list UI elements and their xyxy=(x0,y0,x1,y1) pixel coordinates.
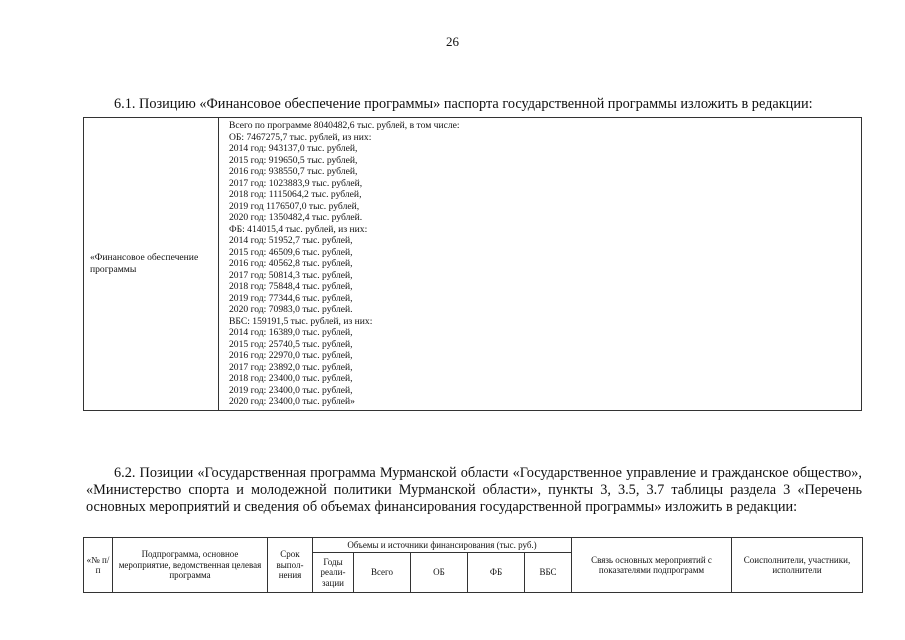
passport-line: 2014 год: 16389,0 тыс. рублей, xyxy=(229,327,353,338)
paragraph-6-1: 6.1. Позицию «Финансовое обеспечение программы» паспорта государственной программы изложить в редакции: xyxy=(114,96,813,113)
col-header-link: Связь основных мероприятий с показателями подпрограмм xyxy=(572,538,732,593)
passport-line: 2017 год: 50814,3 тыс. рублей, xyxy=(229,269,353,281)
paragraph-6-2: 6.2. Позиции «Государственная программа Мурманской области «Государственное управление и гражданское общество», «Министерство спорта и молодежной политики Мурманской области», пункты 3, 3.5, 3.7 таблицы раздела 3 «Перечень основных мероприятий и сведения об объемах финансирования государственной программы» изложить в редакции: xyxy=(86,465,862,516)
passport-line: 2018 год: 75848,4 тыс. рублей, xyxy=(229,281,353,292)
col-header-total: Всего xyxy=(354,553,411,593)
col-header-years: Годы реали-зации xyxy=(313,553,354,593)
passport-line: Всего по программе 8040482,6 тыс. рублей, в том числе: xyxy=(229,120,460,131)
events-header-row-1 xyxy=(84,538,863,553)
col-header-funding: Объемы и источники финансирования (тыс. руб.) xyxy=(313,538,572,553)
passport-line: ФБ: 414015,4 тыс. рублей, из них: xyxy=(229,223,368,235)
col-header-number: «№ п/п xyxy=(84,538,113,593)
col-header-term: Срок выпол-нения xyxy=(268,538,313,593)
col-header-program: Подпрограмма, основное мероприятие, ведомственная целевая программа xyxy=(113,538,268,593)
passport-table xyxy=(83,117,862,411)
passport-line: 2019 год: 23400,0 тыс. рублей, xyxy=(229,384,353,396)
passport-line: 2018 год: 1115064,2 тыс. рублей, xyxy=(229,189,362,200)
passport-line: ВБС: 159191,5 тыс. рублей, из них: xyxy=(229,315,373,327)
passport-line: 2016 год: 40562,8 тыс. рублей, xyxy=(229,258,353,269)
passport-line: 2019 год 1176507,0 тыс. рублей, xyxy=(229,200,360,212)
passport-line: 2016 год: 938550,7 тыс. рублей, xyxy=(229,166,358,177)
passport-line: 2020 год: 1350482,4 тыс. рублей. xyxy=(229,212,363,223)
passport-label: «Финансовое обеспечение программы xyxy=(84,118,219,411)
passport-line: 2018 год: 23400,0 тыс. рублей, xyxy=(229,373,353,384)
passport-values xyxy=(219,118,862,411)
col-header-fb: ФБ xyxy=(468,553,525,593)
passport-line: 2015 год: 25740,5 тыс. рублей, xyxy=(229,338,353,350)
passport-line: 2020 год: 70983,0 тыс. рублей. xyxy=(229,304,353,315)
passport-line: 2016 год: 22970,0 тыс. рублей, xyxy=(229,350,353,361)
col-header-executors: Соисполнители, участники, исполнители xyxy=(732,538,863,593)
passport-line: 2014 год: 51952,7 тыс. рублей, xyxy=(229,235,353,246)
col-header-ob: ОБ xyxy=(411,553,468,593)
passport-line: ОБ: 7467275,7 тыс. рублей, из них: xyxy=(229,131,372,143)
passport-line: 2015 год: 46509,6 тыс. рублей, xyxy=(229,246,353,258)
col-header-vbs: ВБС xyxy=(525,553,572,593)
page-number: 26 xyxy=(446,34,459,49)
passport-line: 2017 год: 1023883,9 тыс. рублей, xyxy=(229,177,363,189)
events-table xyxy=(83,537,863,593)
passport-line: 2019 год: 77344,6 тыс. рублей, xyxy=(229,292,353,304)
passport-row xyxy=(84,118,862,411)
passport-line: 2015 год: 919650,5 тыс. рублей, xyxy=(229,154,358,166)
passport-line: 2020 год: 23400,0 тыс. рублей» xyxy=(229,396,355,407)
passport-line: 2017 год: 23892,0 тыс. рублей, xyxy=(229,361,353,373)
passport-line: 2014 год: 943137,0 тыс. рублей, xyxy=(229,143,358,154)
